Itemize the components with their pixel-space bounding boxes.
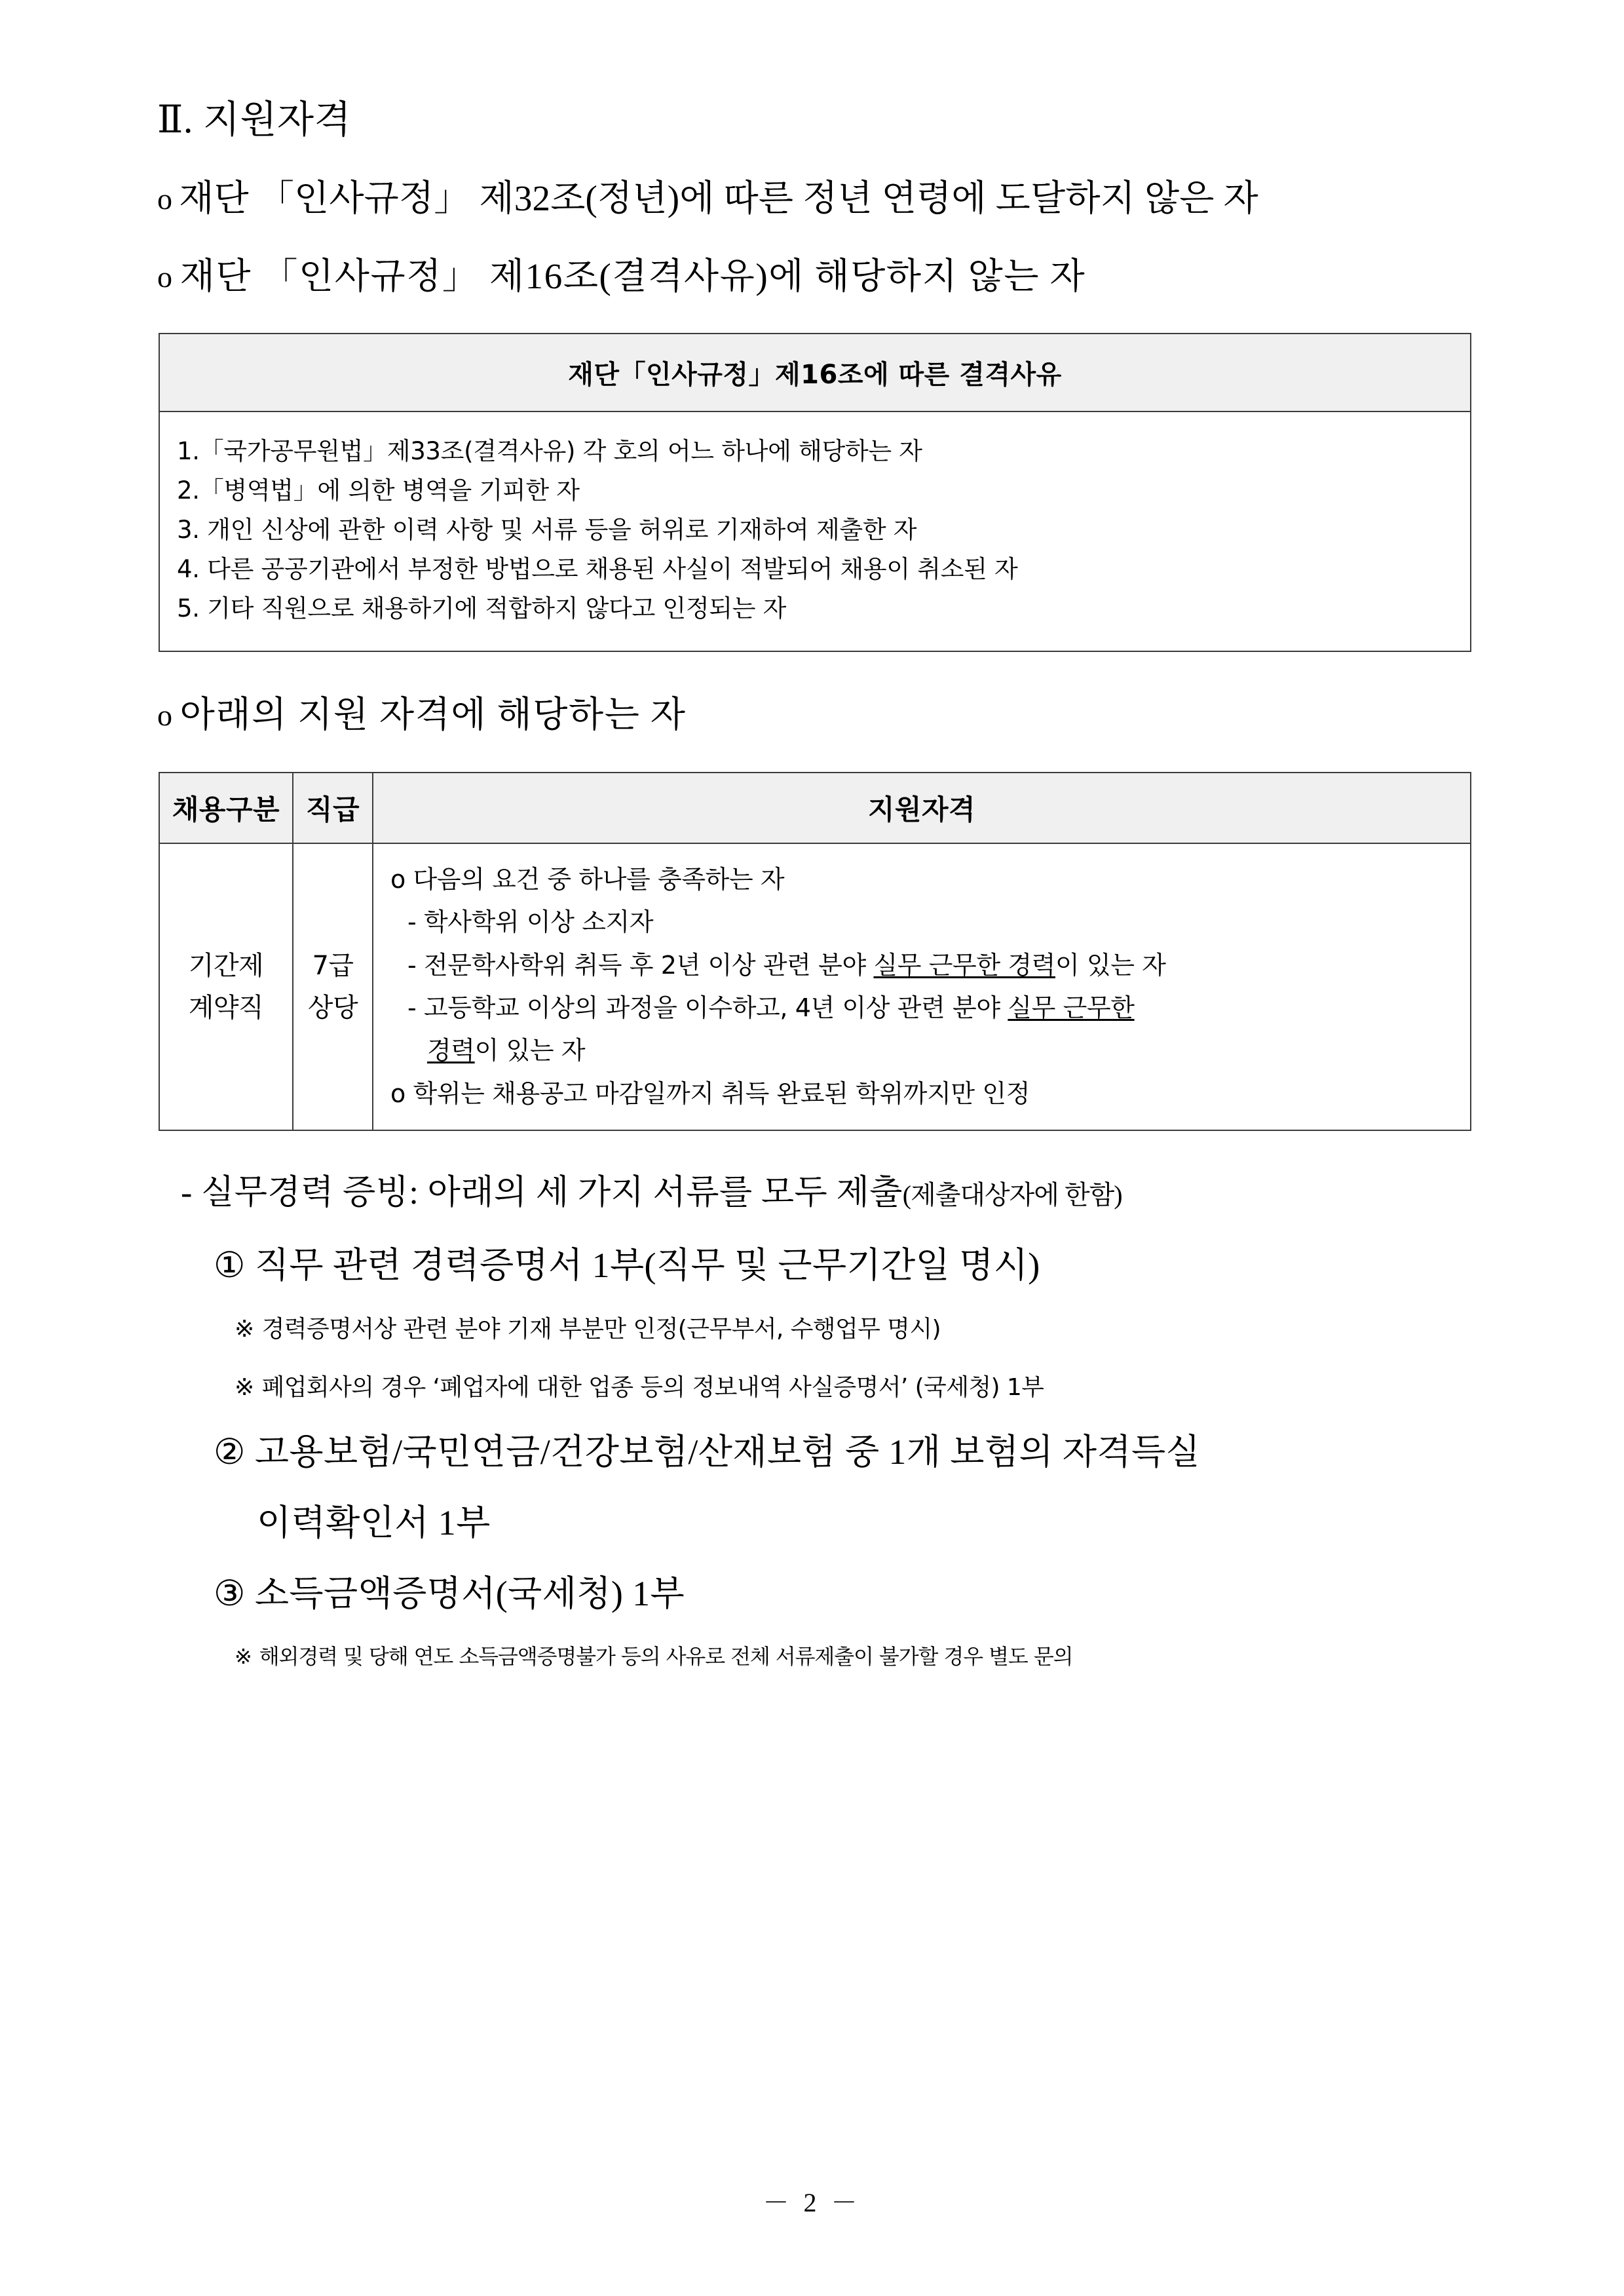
- column-header-employment-type: 채용구분: [159, 773, 293, 843]
- intro-bullet-2: [157, 256, 1474, 298]
- page-content: [157, 98, 1474, 1698]
- evidence-item-1-note-1: [235, 1314, 1474, 1344]
- qualification-line-post: 이 있는 자: [474, 1036, 586, 1065]
- spacer: [157, 652, 1474, 694]
- qualification-line-underline: 실무 근무한: [1008, 993, 1135, 1023]
- intro-bullet-2-text: 재단 「인사규정」 제16조(결격사유)에 해당하지 않는 자: [179, 256, 1086, 296]
- column-header-qualification: 지원자격: [373, 773, 1471, 843]
- evidence-item-3: [214, 1573, 1474, 1616]
- evidence-heading: [181, 1173, 1474, 1214]
- table-row: [159, 843, 1471, 1130]
- evidence-item-3-note-1: [235, 1643, 1474, 1670]
- circled-number-2-icon: ②: [214, 1432, 246, 1472]
- grade-line-1: 7급: [312, 951, 354, 982]
- qualification-line-pre: - 고등학교 이상의 과정을 이수하고, 4년 이상 관련 분야: [407, 993, 1008, 1023]
- qualification-line: [390, 944, 1463, 987]
- list-item: 2.「병역법」에 의한 병역을 기피한 자: [177, 476, 580, 505]
- cell-qualification: [373, 843, 1471, 1130]
- evidence-item-3-text: 소득금액증명서(국세청) 1부: [254, 1574, 685, 1614]
- qualification-table: [159, 772, 1471, 1131]
- intro-bullet-1: [157, 178, 1474, 220]
- evidence-item-1: [214, 1244, 1474, 1288]
- list-item: 1.「국가공무원법」제33조(결격사유) 각 호의 어느 하나에 해당하는 자: [177, 437, 922, 466]
- evidence-item-2: [214, 1431, 1474, 1474]
- circled-number-1-icon: ①: [214, 1245, 246, 1285]
- intro-bullet-1-text: 재단 「인사규정」 제32조(정년)에 따른 정년 연령에 도달하지 않은 자: [179, 178, 1258, 218]
- list-item: 4. 다른 공공기관에서 부정한 방법으로 채용된 사실이 적발되어 채용이 취소된 자: [177, 555, 1018, 584]
- qualification-line-underline: 경력: [427, 1036, 475, 1065]
- disqualification-box: [159, 333, 1471, 652]
- evidence-heading-main: 실무경력 증빙: 아래의 세 가지 서류를 모두 제출: [201, 1174, 903, 1212]
- table-row: [159, 411, 1471, 651]
- evidence-heading-paren: (제출대상자에 한함): [902, 1180, 1122, 1210]
- evidence-item-2-text: 고용보험/국민연금/건강보험/산재보험 중 1개 보험의 자격득실: [254, 1432, 1201, 1472]
- evidence-item-1-note-2-text: 폐업회사의 경우 ‘폐업자에 대한 업종 등의 정보내역 사실증명서’ (국세청) 1부: [261, 1374, 1044, 1402]
- reference-mark-icon: ※: [235, 1316, 254, 1343]
- list-item: 5. 기타 직원으로 채용하기에 적합하지 않다고 인정되는 자: [177, 594, 787, 623]
- table-row: [159, 334, 1471, 411]
- reference-mark-icon: ※: [235, 1374, 254, 1402]
- reference-mark-icon: ※: [235, 1644, 252, 1670]
- bullet-marker-icon: o: [157, 698, 174, 733]
- grade-line-2: 상당: [307, 993, 358, 1024]
- evidence-item-1-note-2: [235, 1373, 1474, 1402]
- qualification-line: o 학위는 채용공고 마감일까지 취득 완료된 학위까지만 인정: [390, 1079, 1030, 1108]
- qualification-line: [390, 1029, 1463, 1072]
- evidence-heading-dash: -: [181, 1174, 193, 1212]
- page-number-footer: － 2 －: [763, 2188, 861, 2217]
- spacer: [157, 1131, 1474, 1173]
- circled-number-3-icon: ③: [214, 1574, 246, 1614]
- employment-type-line-1: 기간제: [188, 951, 264, 982]
- cell-grade: [293, 843, 373, 1130]
- table-header-row: [159, 773, 1471, 843]
- qualification-line: o 다음의 요건 중 하나를 충족하는 자: [390, 865, 785, 894]
- page-title: Ⅱ. 지원자격: [157, 98, 352, 141]
- qualification-line: [390, 987, 1463, 1029]
- qualification-line-pre: - 전문학사학위 취득 후 2년 이상 관련 분야: [407, 950, 874, 980]
- bullet-marker-icon: o: [157, 259, 174, 294]
- evidence-item-3-note-1-text: 해외경력 및 당해 연도 소득금액증명불가 등의 사유로 전체 서류제출이 불가할 경우 별도 문의: [259, 1644, 1073, 1670]
- evidence-item-1-note-1-text: 경력증명서상 관련 분야 기재 부분만 인정(근무부서, 수행업무 명시): [261, 1316, 941, 1343]
- disqualification-list: [177, 432, 1470, 628]
- employment-type-line-2: 계약직: [188, 993, 264, 1024]
- evidence-item-1-text: 직무 관련 경력증명서 1부(직무 및 근무기간일 명시): [254, 1245, 1040, 1285]
- cell-employment-type: [159, 843, 293, 1130]
- disqualification-box-body: [159, 411, 1471, 651]
- column-header-grade: 직급: [293, 773, 373, 843]
- bullet-marker-icon: o: [157, 182, 173, 216]
- qualification-bullet-text: 아래의 지원 자격에 해당하는 자: [179, 695, 687, 735]
- disqualification-box-header: 재단「인사규정」제16조에 따른 결격사유: [159, 334, 1471, 411]
- qualification-line: - 학사학위 이상 소지자: [407, 908, 654, 937]
- qualification-line-underline: 실무 근무한 경력: [873, 950, 1055, 980]
- list-item: 3. 개인 신상에 관한 이력 사항 및 서류 등을 허위로 기재하여 제출한 자: [177, 516, 917, 545]
- qualification-bullet: [157, 694, 1474, 737]
- qualification-line-post: 이 있는 자: [1055, 950, 1166, 980]
- evidence-item-2-continuation: 이력확인서 1부: [257, 1503, 491, 1543]
